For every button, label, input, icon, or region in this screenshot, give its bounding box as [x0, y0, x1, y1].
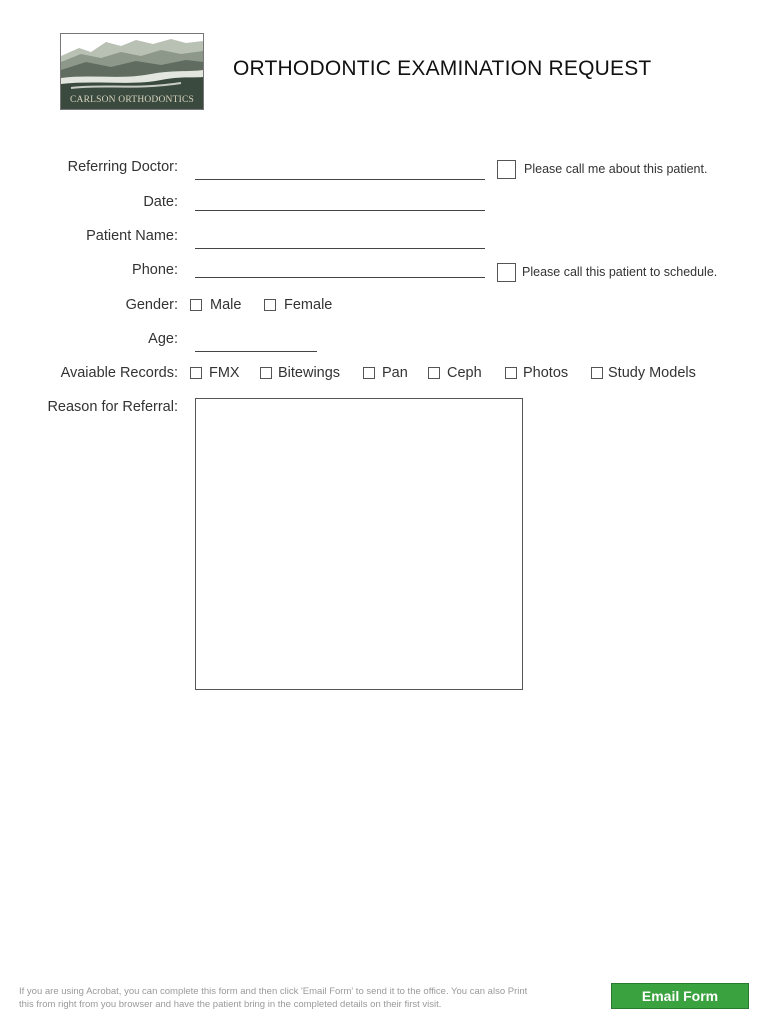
record-fmx-checkbox[interactable]	[190, 367, 202, 379]
gender-male-label: Male	[210, 297, 242, 313]
patient-name-label: Patient Name:	[86, 228, 178, 244]
practice-logo	[60, 33, 204, 110]
record-ceph-label: Ceph	[447, 365, 482, 381]
date-field[interactable]	[195, 210, 485, 211]
date-label: Date:	[143, 194, 178, 210]
call-me-label: Please call me about this patient.	[524, 162, 708, 176]
record-pan-checkbox[interactable]	[363, 367, 375, 379]
page-title: ORTHODONTIC EXAMINATION REQUEST	[233, 57, 652, 80]
record-pan-label: Pan	[382, 365, 408, 381]
reason-label: Reason for Referral:	[47, 399, 178, 415]
record-bitewings-checkbox[interactable]	[260, 367, 272, 379]
patient-name-field[interactable]	[195, 248, 485, 249]
age-label: Age:	[148, 331, 178, 347]
gender-female-checkbox[interactable]	[264, 299, 276, 311]
age-field[interactable]	[195, 351, 317, 352]
record-study-models-label: Study Models	[608, 365, 696, 381]
gender-male-checkbox[interactable]	[190, 299, 202, 311]
record-study-models-checkbox[interactable]	[591, 367, 603, 379]
phone-label: Phone:	[132, 262, 178, 278]
record-photos-label: Photos	[523, 365, 569, 381]
gender-female-label: Female	[284, 297, 333, 313]
gender-label: Gender:	[125, 297, 178, 313]
record-photos-checkbox[interactable]	[505, 367, 517, 379]
referring-doctor-field[interactable]	[195, 179, 485, 180]
phone-field[interactable]	[195, 277, 485, 278]
record-bitewings-label: Bitewings	[278, 365, 341, 381]
call-me-checkbox[interactable]	[497, 160, 516, 179]
referring-doctor-label: Referring Doctor:	[67, 159, 178, 175]
call-patient-checkbox[interactable]	[497, 263, 516, 282]
call-patient-label: Please call this patient to schedule.	[522, 265, 718, 279]
records-label: Avaiable Records:	[60, 365, 178, 381]
record-fmx-label: FMX	[209, 365, 240, 381]
footer-instructions: If you are using Acrobat, you can complete this form and then click 'Email Form' to send it to the office. You can also Print this from right from you browser and have the patient bring in the completed details on their first visit.	[19, 986, 528, 1010]
email-form-button[interactable]: Email Form	[611, 983, 749, 1009]
logo-text: CARLSON ORTHODONTICS	[69, 95, 195, 105]
record-ceph-checkbox[interactable]	[428, 367, 440, 379]
reason-textarea[interactable]	[195, 398, 523, 690]
